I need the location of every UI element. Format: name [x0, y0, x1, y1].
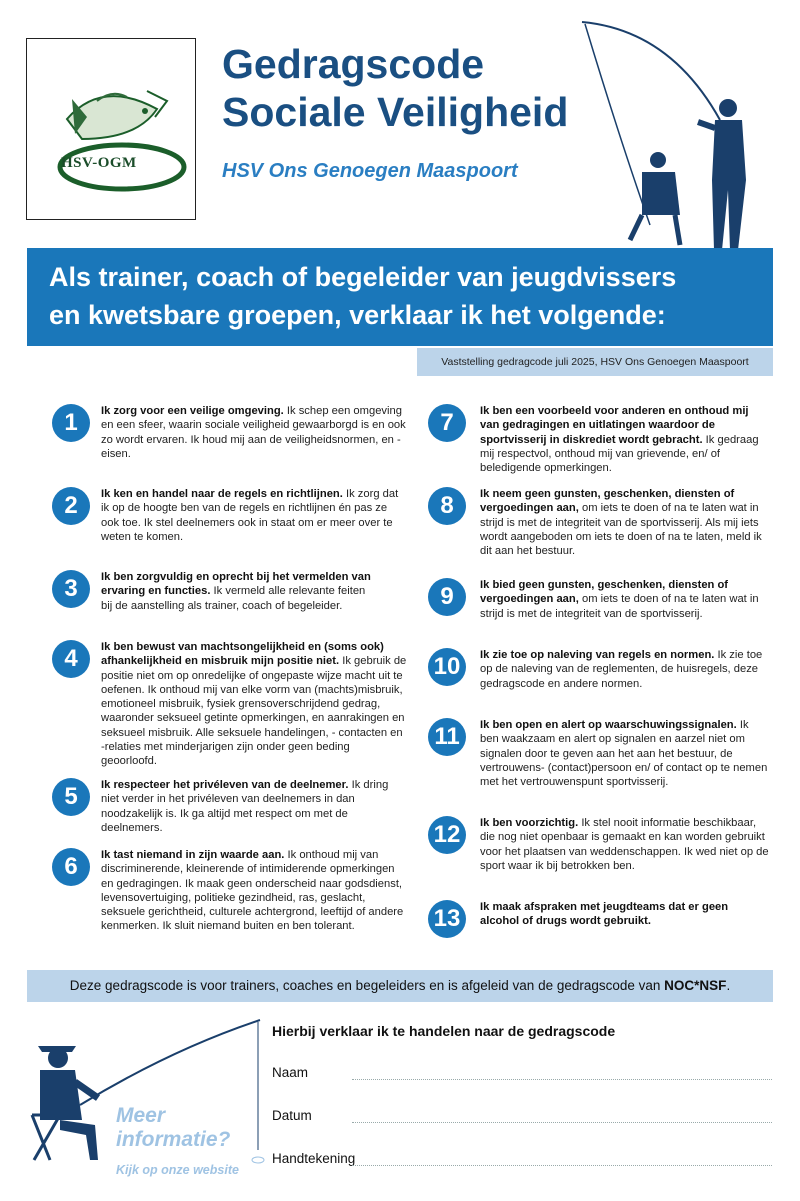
item-number: 11: [428, 718, 466, 756]
item-number: 7: [428, 404, 466, 442]
intro-line-2: en kwetsbare groepen, verklaar ik het volgende:: [49, 300, 666, 330]
item-number: 1: [52, 404, 90, 442]
more-info-line-2: informatie?: [116, 1128, 231, 1151]
source-end: .: [726, 978, 731, 993]
signature-field[interactable]: [352, 1164, 772, 1166]
page-title: [222, 40, 602, 136]
date-field[interactable]: [352, 1121, 772, 1123]
item-number: 6: [52, 848, 90, 886]
date-label: Datum: [272, 1108, 312, 1123]
item-text: Ik ben bewust van machtsongelijkheid en (soms ook) afhankelijkheid en misbruik mijn positie niet. Ik gebruik de positie niet om op onredelijke of ongepaste wijze macht uit te oefenen. Ik onthoud mij van elke vorm van (machts)misbruik, emotioneel misbruik, fysiek grensoverschrijdend gedrag, waaronder seksueel getinte opmerkingen, en aanrakingen en seksueel misbruik. Alle seksuele handelingen, - contacten en -relaties met minderjarigen zijn onder geen beding geoorloofd.: [101, 641, 407, 768]
item-number: 13: [428, 900, 466, 938]
item-number: 3: [52, 570, 90, 608]
item-text: Ik zie toe op naleving van regels en normen. Ik zie toe op de naleving van de reglementen, de huisregels, deze gedragscode en andere normen.: [480, 649, 763, 690]
item-number: 12: [428, 816, 466, 854]
item-text: Ik ben zorgvuldig en oprecht bij het vermelden van ervaring en functies. Ik vermeld alle relevante feiten bij de aanstelling als trainer, coach of begeleider.: [101, 571, 371, 612]
source-text: Deze gedragscode is voor trainers, coaches en begeleiders en is afgeleid van de gedragscode van: [69, 978, 665, 993]
item-number: 2: [52, 487, 90, 525]
intro-line-1: Als trainer, coach of begeleider van jeugdvissers: [49, 262, 677, 292]
item-number: 8: [428, 487, 466, 525]
item-number: 9: [428, 578, 466, 616]
logo-text: HSV-OGM: [61, 155, 137, 171]
fishermen-illustration: [580, 10, 780, 260]
source-note: [27, 970, 773, 1002]
item-text: Ik ben open en alert op waarschuwingssignalen. Ik ben waakzaam en alert op signalen en aarzel niet om signalen door te geven aan het aan het bestuur, de vertrouwens- (contact)persoon en/ of contact op te nemen met het vertrouwenspunt sportvisserij.: [480, 719, 768, 789]
item-text: Ik ben een voorbeeld voor anderen en onthoud mij van gedragingen en uitlatingen waardoor de sportvisserij in diskrediet wordt gebracht. Ik gedraag mij respectvol, onthoud mij van grievende, en/ of beledigende opmerkingen.: [480, 405, 759, 475]
website-hint: Kijk op onze website: [116, 1163, 239, 1177]
established-note: Vaststelling gedragcode juli 2025, HSV Ons Genoegen Maaspoort: [417, 348, 773, 376]
club-logo: [26, 38, 196, 220]
name-field[interactable]: [352, 1078, 772, 1080]
item-text: Ik tast niemand in zijn waarde aan. Ik onthoud mij van discriminerende, kleinerende of intimiderende opmerkingen en gedragingen. Ik maak geen onderscheid naar godsdienst, levensovertuiging, politieke gezindheid, ras, geslacht, seksuele gerichtheid, culturele achtergrond, leeftijd of andere kenmerken. Ik sluit niemand buiten en ben tolerant.: [101, 849, 404, 933]
club-name: HSV Ons Genoegen Maaspoort: [222, 160, 518, 182]
item-number: 5: [52, 778, 90, 816]
source-org: NOC*NSF: [664, 978, 727, 993]
more-info-heading: [116, 1104, 230, 1152]
item-text: Ik ken en handel naar de regels en richtlijnen. Ik zorg dat ik op de hoogte ben van de regels en richtlijnen én pas ze ook toe. Ik stel deelnemers ook in staat om er meer over te weten te komen.: [101, 488, 399, 543]
name-label: Naam: [272, 1065, 309, 1080]
item-number: 10: [428, 648, 466, 686]
item-text: Ik respecteer het privéleven van de deelnemer. Ik dring niet verder in het privéleven van deelnemers in dan noodzakelijk is. Ik ga altijd met respect om met de deelnemers.: [101, 779, 389, 834]
item-text: Ik neem geen gunsten, geschenken, diensten of vergoedingen aan, om iets te doen of na te laten wat in strijd is met de integriteit van de sportvisserij. Als mij iets wordt aangeboden om iets te doen of na te laten, meld ik dit aan het bestuur.: [480, 488, 762, 558]
intro-text: [49, 258, 759, 334]
item-text: Ik zorg voor een veilige omgeving. Ik schep een omgeving en een sfeer, waarin sociale veiligheid gewaarborgd is en ook zo wordt ervaren. Ik houd mij aan de veiligheidsnormen, en -eisen.: [101, 405, 406, 460]
more-info-line-1: Meer: [116, 1104, 166, 1127]
signature-label: Handtekening: [272, 1151, 356, 1166]
fish-logo-icon: [27, 39, 195, 219]
item-text: Ik bied geen gunsten, geschenken, diensten of vergoedingen aan, om iets te doen of na te laten wat in strijd is met de integriteit van de sportvisserij.: [480, 579, 759, 620]
title-line-2: Sociale Veiligheid: [222, 89, 569, 135]
title-line-1: Gedragscode: [222, 41, 485, 87]
declaration-heading: Hierbij verklaar ik te handelen naar de gedragscode: [272, 1023, 616, 1039]
item-text: Ik maak afspraken met jeugdteams dat er geen alcohol of drugs wordt gebruikt.: [480, 901, 729, 928]
item-number: 4: [52, 640, 90, 678]
item-text: Ik ben voorzichtig. Ik stel nooit informatie beschikbaar, die nog niet openbaar is gemaakt en kan worden gebruikt voor het plaatsen van weddenschappen. Ik wed niet op de sport waar ik bij betrokken ben.: [480, 817, 769, 872]
intro-banner: [27, 248, 773, 346]
